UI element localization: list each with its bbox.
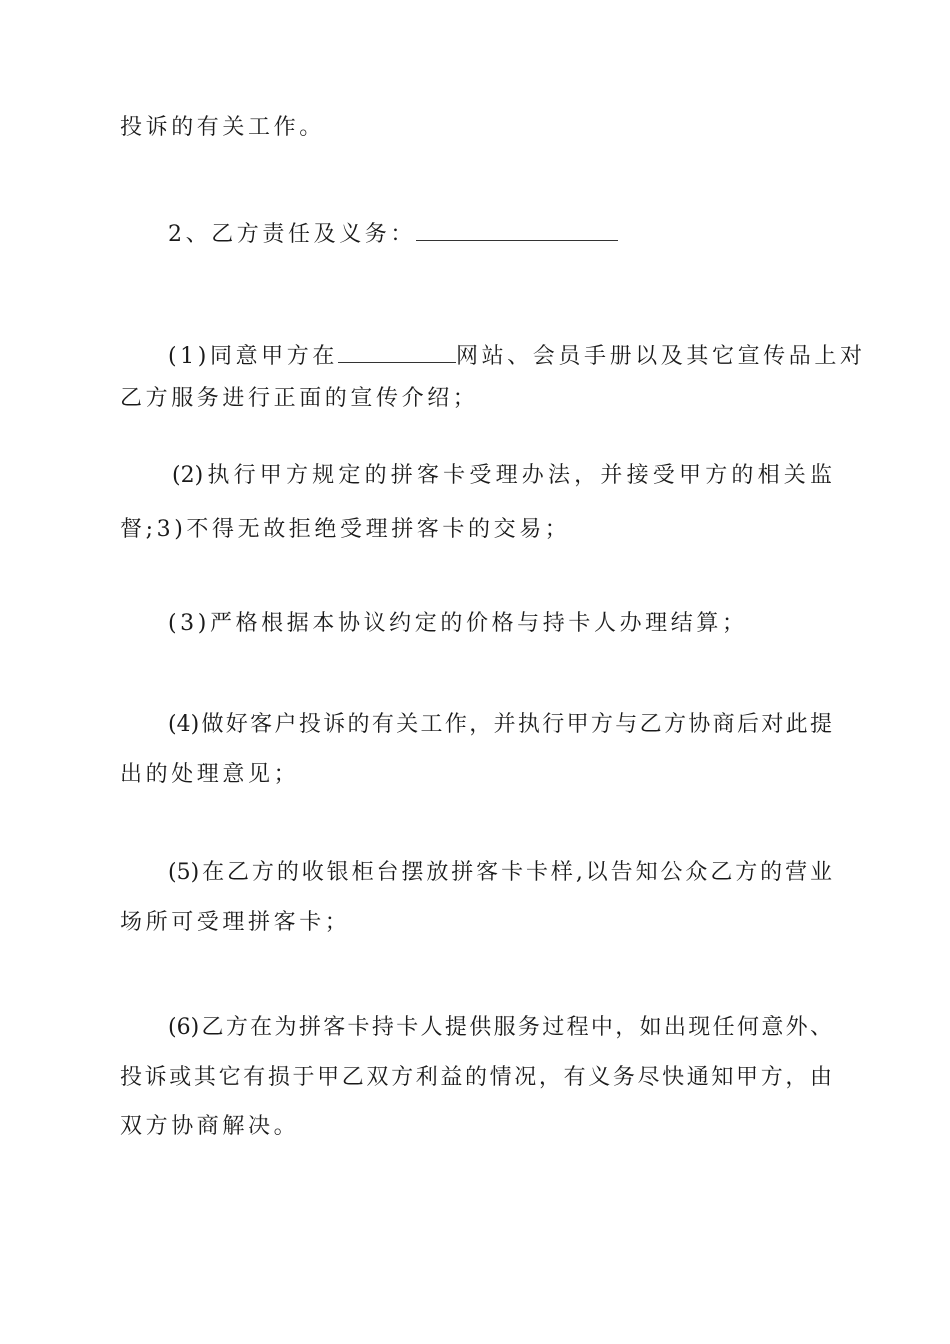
section-heading [168, 218, 832, 250]
paragraph-line: (4)做好客户投诉的有关工作，并执行甲方与乙方协商后对此提 [168, 712, 832, 737]
blank-underline [416, 218, 618, 241]
paragraph-line: (3)严格根据本协议约定的价格与持卡人办理结算； [168, 611, 748, 636]
paragraph-line: 场所可受理拼客卡； [120, 910, 351, 935]
paragraph-line: (6)乙方在为拼客卡持卡人提供服务过程中，如出现任何意外、 [168, 1015, 832, 1040]
clause-text: (1)同意甲方在 [168, 344, 338, 369]
paragraph-line: 双方协商解决。 [120, 1114, 300, 1139]
blank-underline [338, 340, 456, 363]
paragraph-line: 投诉的有关工作。 [120, 115, 325, 140]
paragraph-line: 出的处理意见； [120, 762, 300, 787]
paragraph-line: (2)执行甲方规定的拼客卡受理办法，并接受甲方的相关监 [172, 463, 832, 488]
paragraph-line: 督;3)不得无故拒绝受理拼客卡的交易； [120, 517, 571, 542]
paragraph-line: 乙方服务进行正面的宣传介绍； [120, 386, 479, 411]
paragraph-line [168, 340, 866, 372]
paragraph-line: (5)在乙方的收银柜台摆放拼客卡卡样,以告知公众乙方的营业 [168, 860, 832, 885]
heading-text: 2、乙方责任及义务： [168, 222, 416, 247]
clause-text: 网站、会员手册以及其它宣传品上对 [455, 344, 866, 369]
paragraph-line: 投诉或其它有损于甲乙双方利益的情况，有义务尽快通知甲方，由 [120, 1065, 832, 1090]
